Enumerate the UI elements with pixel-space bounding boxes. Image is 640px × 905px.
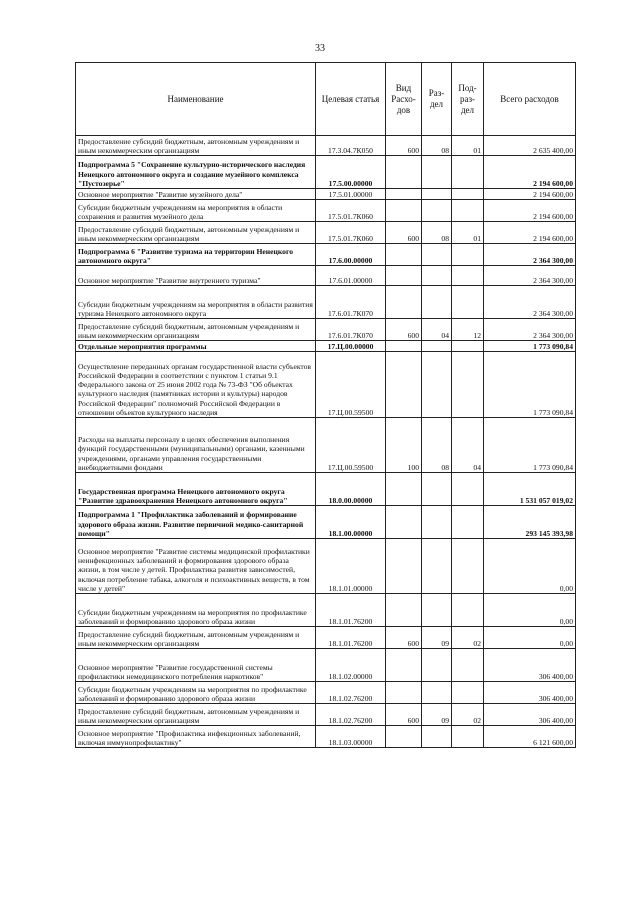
row-section bbox=[422, 726, 452, 748]
row-total: 2 364 300,00 bbox=[484, 286, 576, 319]
row-target: 17.5.01.00000 bbox=[316, 189, 386, 200]
row-target: 18.0.00.00000 bbox=[316, 473, 386, 506]
header-target: Целевая статья bbox=[316, 63, 386, 136]
row-target: 18.1.01.00000 bbox=[316, 539, 386, 594]
row-subsection bbox=[452, 594, 484, 627]
table-row bbox=[76, 244, 576, 266]
row-section bbox=[422, 649, 452, 682]
row-type bbox=[386, 506, 422, 539]
row-type bbox=[386, 189, 422, 200]
row-type bbox=[386, 244, 422, 266]
header-subsection: Под-раз-дел bbox=[452, 63, 484, 136]
row-subsection: 12 bbox=[452, 319, 484, 341]
budget-table bbox=[75, 62, 576, 748]
row-target: 18.1.01.76200 bbox=[316, 594, 386, 627]
row-total: 1 773 090,84 bbox=[484, 341, 576, 352]
row-subsection: 02 bbox=[452, 627, 484, 649]
row-type: 600 bbox=[386, 319, 422, 341]
row-subsection: 01 bbox=[452, 222, 484, 244]
table-row bbox=[76, 341, 576, 352]
row-total: 306 400,00 bbox=[484, 704, 576, 726]
page-number: 33 bbox=[315, 43, 325, 54]
row-subsection bbox=[452, 266, 484, 286]
row-type: 100 bbox=[386, 418, 422, 473]
row-name: Основное мероприятие "Развитие музейного дела" bbox=[76, 189, 316, 200]
row-target: 17.Ц.00.59500 bbox=[316, 418, 386, 473]
row-type bbox=[386, 726, 422, 748]
row-target: 17.5.01.7К060 bbox=[316, 222, 386, 244]
row-total: 0,00 bbox=[484, 539, 576, 594]
table-row bbox=[76, 189, 576, 200]
row-section: 09 bbox=[422, 627, 452, 649]
row-section: 04 bbox=[422, 319, 452, 341]
table-row bbox=[76, 506, 576, 539]
row-name: Расходы на выплаты персоналу в целях обеспечения выполнения функций государственными (муниципальными) органами, казенными учреждениями, органами управления государственными внебюджетными фондами bbox=[76, 418, 316, 473]
row-type: 600 bbox=[386, 627, 422, 649]
row-total: 0,00 bbox=[484, 627, 576, 649]
table-row bbox=[76, 682, 576, 704]
header-type: Вид Расхо-дов bbox=[386, 63, 422, 136]
row-total: 0,00 bbox=[484, 594, 576, 627]
table-row bbox=[76, 418, 576, 473]
table-row bbox=[76, 319, 576, 341]
row-name: Предоставление субсидий бюджетным, автономным учреждениям и иным некоммерческим организациям bbox=[76, 704, 316, 726]
row-section bbox=[422, 266, 452, 286]
table-row bbox=[76, 286, 576, 319]
row-type bbox=[386, 649, 422, 682]
row-section: 08 bbox=[422, 418, 452, 473]
table-header-row bbox=[76, 63, 576, 136]
row-target: 18.1.03.00000 bbox=[316, 726, 386, 748]
row-type bbox=[386, 286, 422, 319]
row-subsection bbox=[452, 200, 484, 222]
row-name: Предоставление субсидий бюджетным, автономным учреждениям и иным некоммерческим организациям bbox=[76, 627, 316, 649]
row-total: 293 145 393,98 bbox=[484, 506, 576, 539]
row-total: 6 121 600,00 bbox=[484, 726, 576, 748]
row-target: 17.6.00.00000 bbox=[316, 244, 386, 266]
row-section: 08 bbox=[422, 136, 452, 156]
row-target: 18.1.01.76200 bbox=[316, 627, 386, 649]
row-target: 17.6.01.7К070 bbox=[316, 319, 386, 341]
row-subsection bbox=[452, 682, 484, 704]
table-row bbox=[76, 704, 576, 726]
row-target: 17.3.04.7К050 bbox=[316, 136, 386, 156]
row-type: 600 bbox=[386, 704, 422, 726]
row-type bbox=[386, 200, 422, 222]
row-total: 2 194 600,00 bbox=[484, 222, 576, 244]
table-row bbox=[76, 473, 576, 506]
row-subsection bbox=[452, 244, 484, 266]
table-row bbox=[76, 649, 576, 682]
row-type bbox=[386, 594, 422, 627]
row-type bbox=[386, 266, 422, 286]
header-section: Раз-дел bbox=[422, 63, 452, 136]
table-row bbox=[76, 726, 576, 748]
row-name: Отдельные мероприятия программы bbox=[76, 341, 316, 352]
row-subsection bbox=[452, 156, 484, 189]
row-total: 2 364 300,00 bbox=[484, 266, 576, 286]
row-subsection bbox=[452, 286, 484, 319]
table-row bbox=[76, 594, 576, 627]
row-subsection bbox=[452, 341, 484, 352]
row-section bbox=[422, 594, 452, 627]
row-subsection: 01 bbox=[452, 136, 484, 156]
row-section bbox=[422, 539, 452, 594]
table-row bbox=[76, 627, 576, 649]
row-total: 2 194 600,00 bbox=[484, 189, 576, 200]
table-row bbox=[76, 539, 576, 594]
row-name: Осуществление переданных органам государственной власти субъектов Российской Федерации в соответствии с пунктом 1 статьи 9.1 Федерального закона от 25 июня 2002 года № 73-ФЗ "Об объектах культурного наследия (памятниках истории и культуры) народов Российской Федерации" полномочий Российской Федерации в отношении объектов культурного наследия bbox=[76, 352, 316, 418]
table-row bbox=[76, 200, 576, 222]
table-row bbox=[76, 136, 576, 156]
table-row bbox=[76, 156, 576, 189]
row-total: 2 194 600,00 bbox=[484, 156, 576, 189]
table-row bbox=[76, 222, 576, 244]
row-section bbox=[422, 682, 452, 704]
row-section: 08 bbox=[422, 222, 452, 244]
row-name: Основное мероприятие "Развитие системы медицинской профилактики неинфекционных заболеваний и формирования здорового образа жизни, в том числе у детей. Профилактика развития зависимостей, включая потребление табака, алкоголя и психоактивных веществ, в том числе у детей" bbox=[76, 539, 316, 594]
row-name: Предоставление субсидий бюджетным, автономным учреждениям и иным некоммерческим организациям bbox=[76, 136, 316, 156]
header-name: Наименование bbox=[76, 63, 316, 136]
row-target: 18.1.00.00000 bbox=[316, 506, 386, 539]
row-type: 600 bbox=[386, 222, 422, 244]
row-section bbox=[422, 189, 452, 200]
row-section bbox=[422, 506, 452, 539]
row-subsection bbox=[452, 726, 484, 748]
row-target: 18.1.02.76200 bbox=[316, 704, 386, 726]
row-target: 17.6.01.7К070 bbox=[316, 286, 386, 319]
row-target: 17.5.01.7К060 bbox=[316, 200, 386, 222]
row-subsection bbox=[452, 539, 484, 594]
row-type bbox=[386, 539, 422, 594]
row-section bbox=[422, 156, 452, 189]
row-total: 306 400,00 bbox=[484, 682, 576, 704]
row-type bbox=[386, 352, 422, 418]
row-section bbox=[422, 341, 452, 352]
row-target: 17.Ц.00.59500 bbox=[316, 352, 386, 418]
row-section bbox=[422, 244, 452, 266]
row-name: Предоставление субсидий бюджетным, автономным учреждениям и иным некоммерческим организациям bbox=[76, 319, 316, 341]
header-total: Всего расходов bbox=[484, 63, 576, 136]
row-name: Субсидии бюджетным учреждениям на мероприятия в области сохранения и развития музейного дела bbox=[76, 200, 316, 222]
row-target: 18.1.02.76200 bbox=[316, 682, 386, 704]
row-name: Государственная программа Ненецкого автономного округа "Развитие здравоохранения Ненецкого автономного округа" bbox=[76, 473, 316, 506]
row-target: 17.6.01.00000 bbox=[316, 266, 386, 286]
row-section bbox=[422, 286, 452, 319]
row-type bbox=[386, 682, 422, 704]
table-row bbox=[76, 266, 576, 286]
row-section bbox=[422, 352, 452, 418]
row-subsection bbox=[452, 649, 484, 682]
row-total: 1 773 090,84 bbox=[484, 352, 576, 418]
row-total: 2 635 400,00 bbox=[484, 136, 576, 156]
row-subsection: 02 bbox=[452, 704, 484, 726]
row-target: 18.1.02.00000 bbox=[316, 649, 386, 682]
row-section: 09 bbox=[422, 704, 452, 726]
row-subsection bbox=[452, 189, 484, 200]
row-total: 306 400,00 bbox=[484, 649, 576, 682]
row-subsection: 04 bbox=[452, 418, 484, 473]
row-type bbox=[386, 156, 422, 189]
row-target: 17.5.00.00000 bbox=[316, 156, 386, 189]
row-section bbox=[422, 200, 452, 222]
row-type bbox=[386, 473, 422, 506]
row-total: 2 194 600,00 bbox=[484, 200, 576, 222]
row-subsection bbox=[452, 506, 484, 539]
row-name: Подпрограмма 6 "Развитие туризма на территории Ненецкого автономного округа" bbox=[76, 244, 316, 266]
row-total: 2 364 300,00 bbox=[484, 244, 576, 266]
row-section bbox=[422, 473, 452, 506]
row-name: Основное мероприятие "Развитие внутреннего туризма" bbox=[76, 266, 316, 286]
row-name: Подпрограмма 1 "Профилактика заболеваний и формирование здорового образа жизни. Развитие первичной медико-санитарной помощи" bbox=[76, 506, 316, 539]
row-type bbox=[386, 341, 422, 352]
row-name: Подпрограмма 5 "Сохранение культурно-исторического наследия Ненецкого автономного округа и создание музейного комплекса "Пустозерье" bbox=[76, 156, 316, 189]
row-target: 17.Ц.00.00000 bbox=[316, 341, 386, 352]
row-name: Основное мероприятие "Профилактика инфекционных заболеваний, включая иммунопрофилактику" bbox=[76, 726, 316, 748]
table-row bbox=[76, 352, 576, 418]
row-total: 1 773 090,84 bbox=[484, 418, 576, 473]
row-name: Субсидии бюджетным учреждениям на мероприятия по профилактике заболеваний и формированию здорового образа жизни bbox=[76, 594, 316, 627]
row-subsection bbox=[452, 352, 484, 418]
row-name: Субсидии бюджетным учреждениям на мероприятия по профилактике заболеваний и формированию здорового образа жизни bbox=[76, 682, 316, 704]
row-name: Субсидии бюджетным учреждениям на мероприятия в области развития туризма Ненецкого автономного округа bbox=[76, 286, 316, 319]
row-total: 1 531 057 019,02 bbox=[484, 473, 576, 506]
row-type: 600 bbox=[386, 136, 422, 156]
row-name: Основное мероприятие "Развитие государственной системы профилактики немедицинского потребления наркотиков" bbox=[76, 649, 316, 682]
row-name: Предоставление субсидий бюджетным, автономным учреждениям и иным некоммерческим организациям bbox=[76, 222, 316, 244]
row-total: 2 364 300,00 bbox=[484, 319, 576, 341]
row-subsection bbox=[452, 473, 484, 506]
